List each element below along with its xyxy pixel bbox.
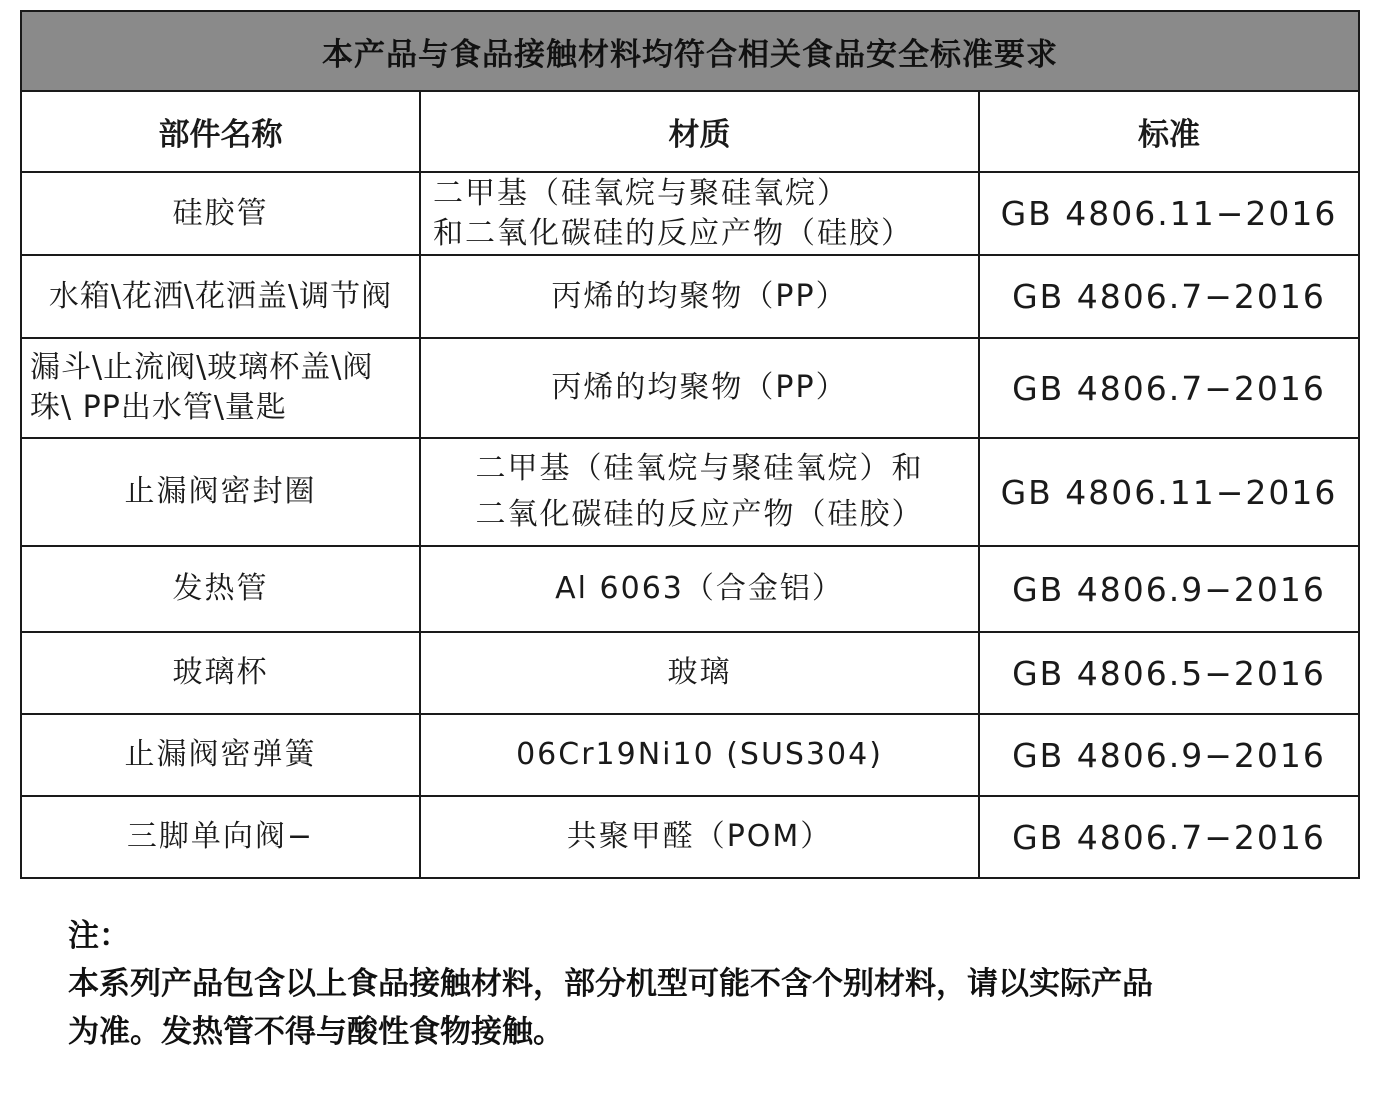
material-text-line: 二氧化碳硅的反应产物（硅胶） [475,497,924,532]
part-name-cell [21,714,420,796]
table-title-row [21,11,1359,91]
header-part-name: 部件名称 [21,91,420,172]
table-row [21,255,1359,338]
material-cell [420,546,979,632]
material-text-line: 丙烯的均聚物（PP） [551,278,848,314]
material-text-line: 06Cr19Ni10 (SUS304) [516,737,883,772]
part-name-text: 玻璃杯 [172,655,269,690]
table-row [21,338,1359,438]
footnote-line: 为准。发热管不得与酸性食物接触。 [68,1014,564,1050]
standard-cell: GB 4806.9−2016 [979,714,1359,796]
table-row [21,172,1359,255]
footnote [68,912,1328,1056]
standard-cell: GB 4806.7−2016 [979,255,1359,338]
material-cell [420,796,979,878]
material-text-line: 和二氧化碳硅的反应产物（硅胶） [433,215,913,251]
standard-cell: GB 4806.5−2016 [979,632,1359,714]
footnote-label: 注： [68,918,130,954]
header-standard: 标准 [979,91,1359,172]
material-cell [420,714,979,796]
part-name-cell [21,546,420,632]
material-standards-table-container [20,10,1358,879]
material-text-line: 玻璃 [667,655,732,690]
material-text-line: 丙烯的均聚物（PP） [551,370,848,405]
part-name-cell [21,172,420,255]
standard-cell: GB 4806.11−2016 [979,172,1359,255]
material-cell [420,632,979,714]
material-text-line: Al 6063（合金铝） [555,571,844,606]
part-name-cell [21,438,420,546]
table-row [21,796,1359,878]
material-cell [420,438,979,546]
material-cell [420,172,979,255]
standard-cell: GB 4806.9−2016 [979,546,1359,632]
footnote-line: 本系列产品包含以上食品接触材料，部分机型可能不含个别材料，请以实际产品 [68,966,1153,1002]
part-name-text: 三脚单向阀− [126,819,315,854]
standard-cell: GB 4806.11−2016 [979,438,1359,546]
table-title: 本产品与食品接触材料均符合相关食品安全标准要求 [21,11,1359,91]
table-row [21,632,1359,714]
material-standards-table [20,10,1360,879]
part-name-text: 珠\ PP出水管\量匙 [30,390,287,425]
part-name-cell [21,796,420,878]
table-row [21,714,1359,796]
material-cell [420,338,979,438]
material-text-line: 二甲基（硅氧烷与聚硅氧烷）和 [475,451,924,486]
part-name-text: 水箱\花洒\花洒盖\调节阀 [48,278,393,314]
standard-cell: GB 4806.7−2016 [979,338,1359,438]
material-text-line: 共聚甲醛（POM） [566,819,833,854]
standard-cell: GB 4806.7−2016 [979,796,1359,878]
part-name-text: 漏斗\止流阀\玻璃杯盖\阀 [30,350,374,385]
part-name-cell [21,338,420,438]
table-header-row [21,91,1359,172]
part-name-cell [21,255,420,338]
table-row [21,438,1359,546]
material-cell [420,255,979,338]
header-material: 材质 [420,91,979,172]
part-name-text: 硅胶管 [172,195,269,231]
material-text-line: 二甲基（硅氧烷与聚硅氧烷） [433,175,849,211]
table-row [21,546,1359,632]
part-name-text: 发热管 [172,571,269,606]
part-name-text: 止漏阀密封圈 [124,474,317,509]
part-name-cell [21,632,420,714]
part-name-text: 止漏阀密弹簧 [124,737,317,772]
